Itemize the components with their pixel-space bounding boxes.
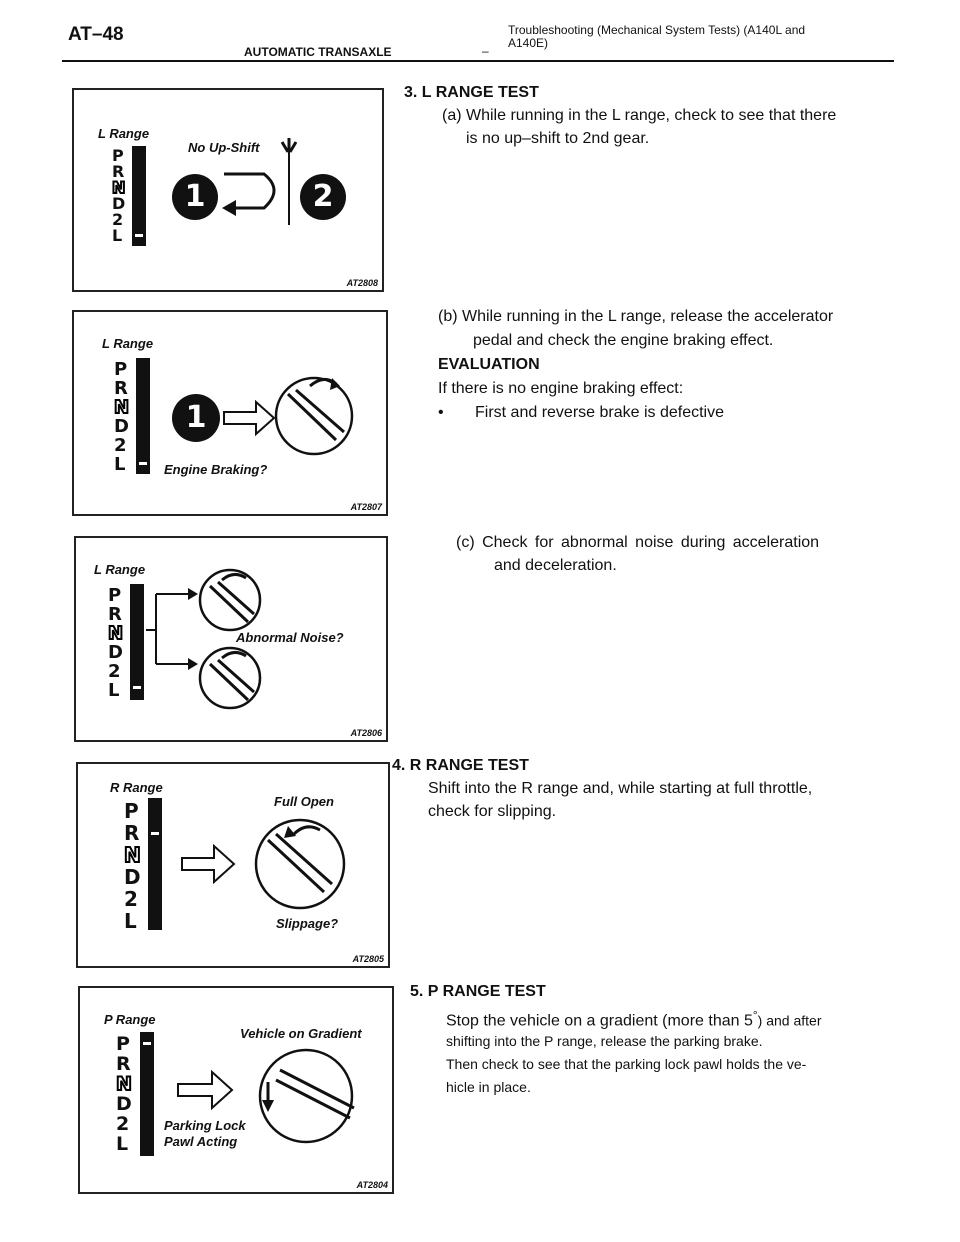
evaluation-condition: If there is no engine braking effect:: [438, 380, 684, 397]
abnormal-noise-label: Abnormal Noise?: [236, 630, 344, 645]
parking-lock-label: Parking Lock: [164, 1118, 246, 1133]
header-dash: –: [482, 44, 489, 58]
gear-letter: 2: [114, 435, 127, 456]
gear-letter: L: [114, 454, 126, 475]
full-open-label: Full Open: [274, 794, 334, 809]
gear-letter: R: [108, 604, 122, 625]
section-title: AUTOMATIC TRANSAXLE: [244, 45, 392, 59]
gear-letter: L: [124, 909, 137, 933]
range-label: L Range: [94, 562, 146, 577]
gear-letter: 2: [124, 887, 138, 911]
figure-code: AT2808: [346, 278, 378, 288]
gear-letter: D: [112, 194, 126, 213]
evaluation-heading: EVALUATION: [438, 356, 540, 373]
figure-code: AT2807: [350, 502, 382, 512]
no-upshift-label: No Up-Shift: [188, 140, 260, 155]
engine-braking-label: Engine Braking?: [164, 462, 268, 477]
degree-symbol: °: [752, 1008, 758, 1022]
vehicle-on-gradient-label: Vehicle on Gradient: [240, 1026, 362, 1041]
range-label: L Range: [102, 336, 154, 351]
gear-letter: D: [124, 865, 141, 889]
upshift-block-arrow-icon: [74, 90, 382, 290]
p-range-heading: 5. P RANGE TEST: [410, 983, 546, 1000]
gear-letter: P: [114, 359, 128, 380]
r-range-line2: check for slipping.: [428, 803, 557, 820]
gear-letter: R: [114, 378, 128, 399]
gear-letter: 2: [112, 210, 124, 229]
gear-letter: L: [112, 226, 123, 245]
range-label: L Range: [98, 126, 150, 141]
gear-letter: L: [108, 680, 120, 701]
gear-letter: N: [114, 397, 130, 418]
gear-letter: P: [116, 1033, 130, 1055]
gear-letter: R: [124, 821, 140, 845]
range-label: R Range: [110, 780, 163, 795]
bullet-icon: •: [438, 404, 444, 421]
figure-code: AT2806: [350, 728, 382, 738]
gear-number-badge: 1: [172, 174, 218, 220]
l-range-b-line2: pedal and check the engine braking effect.: [473, 332, 774, 349]
gear-letter: N: [116, 1073, 132, 1095]
gear-number-badge: 1: [172, 394, 220, 442]
gear-letter: P: [124, 799, 139, 823]
gear-letter: D: [108, 642, 123, 663]
r-range-line1: Shift into the R range and, while starting at full throttle,: [428, 780, 813, 797]
gear-letter: P: [108, 585, 122, 606]
gear-number-badge: 2: [300, 174, 346, 220]
figure-full-open-slippage: [76, 762, 390, 968]
l-range-a-line2: is no up–shift to 2nd gear.: [466, 130, 650, 147]
p-range-line1-text: Stop the vehicle on a gradient (more than 5: [446, 1012, 753, 1030]
p-range-line2: shifting into the P range, release the parking brake.: [446, 1033, 763, 1049]
evaluation-bullet: First and reverse brake is defective: [475, 404, 724, 421]
l-range-b-line1: (b) While running in the L range, release the accelerator: [438, 308, 834, 325]
gear-letter: 2: [108, 661, 121, 682]
gear-letter: D: [116, 1093, 132, 1115]
figure-abnormal-noise: [74, 536, 388, 742]
gradient-pedal-icon: [80, 988, 392, 1192]
gear-letter: P: [112, 146, 124, 165]
gear-letter: L: [116, 1133, 129, 1155]
range-label: P Range: [104, 1012, 156, 1027]
page-number: AT–48: [68, 24, 124, 45]
gear-letter: N: [124, 843, 141, 867]
figure-no-upshift: [72, 88, 384, 292]
full-throttle-pedal-icon: [78, 764, 388, 966]
l-range-heading: 3. L RANGE TEST: [404, 84, 539, 101]
slippage-label: Slippage?: [276, 916, 339, 931]
p-range-line4: hicle in place.: [446, 1079, 531, 1095]
gear-letter: R: [116, 1053, 131, 1075]
accelerator-pedal-icon: [74, 312, 386, 514]
gear-letter: 2: [116, 1113, 130, 1135]
document-title: Troubleshooting (Mechanical System Tests) (A140L and A140E): [508, 23, 806, 50]
pawl-acting-label: Pawl Acting: [164, 1134, 238, 1149]
r-range-heading: 4. R RANGE TEST: [392, 757, 529, 774]
p-range-line1-end: ) and after: [757, 1012, 822, 1029]
figure-parking-lock: [78, 986, 394, 1194]
l-range-a-line1: (a) While running in the L range, check to see that there: [442, 107, 837, 124]
l-range-c-line2: and deceleration.: [494, 557, 617, 574]
figure-engine-braking: [72, 310, 388, 516]
figure-code: AT2805: [352, 954, 384, 964]
gear-letter: N: [112, 178, 126, 197]
l-range-c-line1: (c) Check for abnormal noise during acceleration: [456, 534, 820, 551]
gear-letter: R: [112, 162, 125, 181]
gear-letter: D: [114, 416, 129, 437]
gear-letter: N: [108, 623, 124, 644]
p-range-line3: Then check to see that the parking lock pawl holds the ve-: [446, 1056, 807, 1072]
figure-code: AT2804: [356, 1180, 388, 1190]
header-rule: [62, 60, 894, 62]
